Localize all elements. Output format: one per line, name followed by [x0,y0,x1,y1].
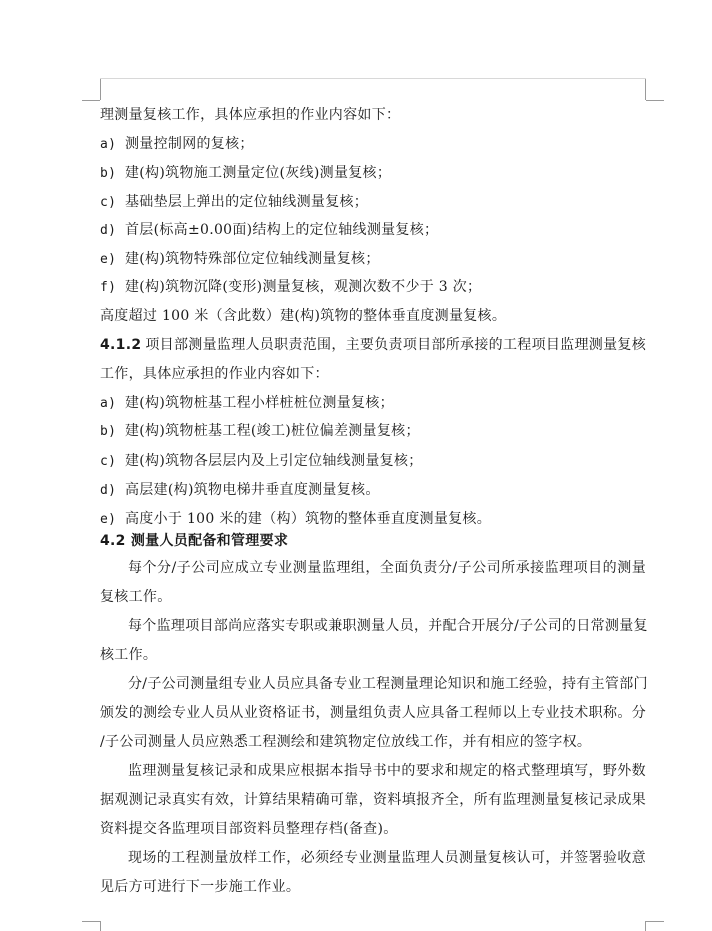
paragraph-line: 监理测量复核记录和成果应根据本指导书中的要求和规定的格式整理填写，野外数 [128,763,646,779]
paragraph-line: 每个分/子公司应成立专业测量监理组，全面负责分/子公司所承接监理项目的测量 [128,560,646,576]
section-heading-4-1-2 [100,335,646,355]
list-label: c) [100,454,117,469]
list-item [100,192,368,213]
list-item [100,163,391,184]
list-text: 测量控制网的复核； [125,136,254,152]
list-label: c) [100,195,117,210]
text-line: 工作，具体应承担的作业内容如下： [100,366,329,382]
paragraph-line: 每个监理项目部尚应落实专职或兼职测量人员，并配合开展分/子公司的日常测量复 [128,618,648,634]
crop-mark-top-left-h [82,100,100,101]
list-item [100,451,423,472]
crop-mark-top-right-v [645,78,646,100]
list-label: d) [100,483,117,498]
crop-mark-top-right-h [646,100,664,101]
list-item [100,393,394,414]
list-label: b) [100,166,117,181]
list-label: e) [100,512,117,527]
paragraph-line: 复核工作。 [100,589,172,605]
paragraph-line: 见后方可进行下一步施工作业。 [100,879,301,895]
list-text: 建(构)筑物各层层内及上引定位轴线测量复核； [125,453,423,469]
crop-mark-bottom-right-h [646,921,664,922]
list-item [100,480,380,501]
list-text: 基础垫层上弹出的定位轴线测量复核； [125,194,369,210]
paragraph-line: 现场的工程测量放样工作，必须经专业测量监理人员测量复核认可，并签署验收意 [128,850,646,866]
crop-mark-bottom-left-v [100,921,101,931]
paragraph-line: 核工作。 [100,647,158,663]
list-item [100,249,380,270]
top-margin-line [100,78,646,79]
list-label: b) [100,424,117,439]
list-label: e) [100,252,117,267]
paragraph-line: 资料提交各监理项目部资料员整理存档(备查)。 [100,821,398,837]
crop-mark-bottom-right-v [645,921,646,931]
list-text: 建(构)筑物桩基工程(竣工)桩位偏差测量复核； [125,423,420,439]
paragraph-line: /子公司测量人员应熟悉工程测绘和建筑物定位放线工作，并有相应的签字权。 [100,734,592,750]
list-item [100,277,481,298]
list-label: a) [100,137,117,152]
list-label: f) [100,280,117,295]
list-text: 建(构)筑物桩基工程小样桩桩位测量复核； [125,395,394,411]
list-text: 建(构)筑物施工测量定位(灰线)测量复核； [125,165,392,181]
paragraph-line: 分/子公司测量组专业人员应具备专业工程测量理论知识和施工经验，持有主管部门 [128,676,648,692]
paragraph-line: 据观测记录真实有效，计算结果精确可靠，资料填报齐全，所有监理测量复核记录成果 [100,792,646,808]
list-item [100,134,254,155]
list-text: 建(构)筑物沉降(变形)测量复核，观测次数不少于 3 次； [125,279,482,295]
list-item [100,509,491,530]
text-line: 高度超过 100 米（含此数）建(构)筑物的整体垂直度测量复核。 [100,308,507,324]
list-text: 高层建(构)筑物电梯井垂直度测量复核。 [125,482,380,498]
section-heading-4-2: 4.2 测量人员配备和管理要求 [100,533,289,549]
list-item [100,220,438,241]
list-text: 首层(标高±0.00面)结构上的定位轴线测量复核； [125,222,439,238]
crop-mark-bottom-left-h [82,921,100,922]
paragraph-line: 颁发的测绘专业人员从业资格证书，测量组负责人应具备工程师以上专业技术职称。分 [100,705,646,721]
list-text: 建(构)筑物特殊部位定位轴线测量复核； [125,251,380,267]
list-label: a) [100,396,117,411]
section-text: 项目部测量监理人员职责范围，主要负责项目部所承接的工程项目监理测量复核 [145,337,646,353]
section-number: 4.1.2 [100,337,142,353]
list-item [100,421,420,442]
crop-mark-top-left-v [100,78,101,100]
list-text: 高度小于 100 米的建（构）筑物的整体垂直度测量复核。 [125,511,492,527]
list-label: d) [100,223,117,238]
text-line: 理测量复核工作，具体应承担的作业内容如下： [100,107,401,123]
